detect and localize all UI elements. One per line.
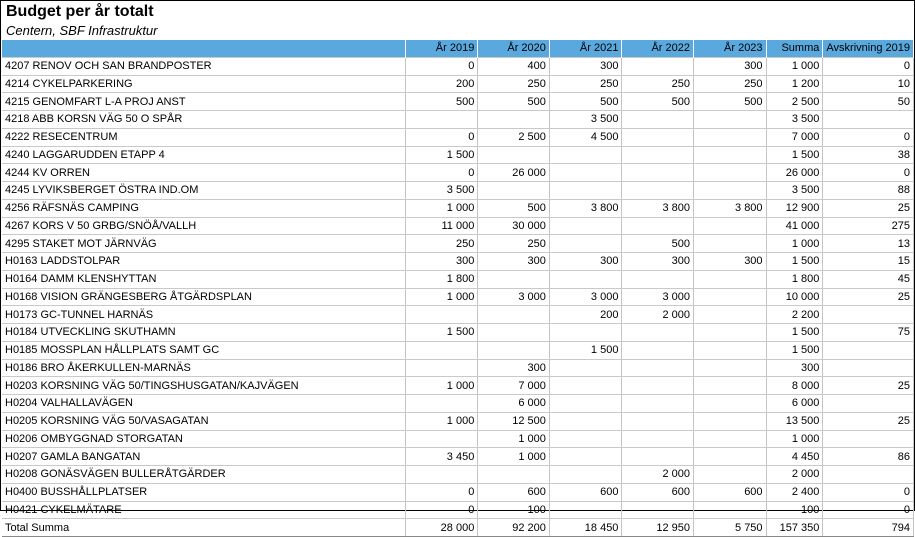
table-row [2,448,914,466]
cell-summa: 2 200 [766,306,823,324]
cell-year-2020 [478,182,550,200]
table-row [2,111,914,129]
cell-year-2022: 12 950 [622,519,694,537]
cell-summa: 1 000 [766,235,823,253]
cell-avskrivning-2019: 13 [823,235,914,253]
cell-project-name: 4214 CYKELPARKERING [2,75,405,93]
cell-year-2019 [405,341,478,359]
cell-summa: 41 000 [766,217,823,235]
cell-year-2021 [549,501,622,519]
cell-project-name: 4245 LYVIKSBERGET ÖSTRA IND.OM [2,182,405,200]
cell-year-2023: 3 800 [694,199,767,217]
cell-year-2020 [478,146,550,164]
column-header-2019: År 2019 [405,40,478,57]
cell-year-2023 [694,430,767,448]
header-row [2,40,914,57]
cell-summa: 1 000 [766,430,823,448]
cell-year-2022 [622,57,694,75]
cell-avskrivning-2019: 15 [823,253,914,271]
cell-year-2020: 250 [478,235,550,253]
cell-project-name: 4267 KORS V 50 GRBG/SNÖÅ/VALLH [2,217,405,235]
cell-year-2021: 200 [549,306,622,324]
cell-project-name: 4215 GENOMFART L-A PROJ ANST [2,93,405,111]
cell-year-2022 [622,448,694,466]
cell-summa: 4 450 [766,448,823,466]
table-row [2,306,914,324]
cell-year-2022: 3 000 [622,288,694,306]
cell-year-2023 [694,306,767,324]
cell-year-2019: 1 500 [405,146,478,164]
table-row [2,128,914,146]
report-title: Budget per år totalt [6,3,154,20]
cell-year-2019: 0 [405,128,478,146]
cell-year-2022: 250 [622,75,694,93]
cell-year-2021 [549,359,622,377]
cell-avskrivning-2019 [823,341,914,359]
cell-summa: 1 500 [766,324,823,342]
cell-year-2023 [694,466,767,484]
cell-year-2023 [694,164,767,182]
cell-year-2019: 11 000 [405,217,478,235]
cell-year-2021 [549,164,622,182]
cell-avskrivning-2019: 75 [823,324,914,342]
cell-year-2019: 0 [405,164,478,182]
table-row [2,395,914,413]
table-row [2,324,914,342]
cell-project-name: H0204 VALHALLAVÄGEN [2,395,405,413]
cell-project-name: H0185 MOSSPLAN HÅLLPLATS SAMT GC [2,341,405,359]
cell-summa: 100 [766,501,823,519]
cell-year-2019: 3 500 [405,182,478,200]
table-row [2,146,914,164]
cell-year-2020: 30 000 [478,217,550,235]
cell-year-2023: 250 [694,75,767,93]
table-row [2,483,914,501]
cell-year-2020 [478,466,550,484]
cell-year-2021 [549,430,622,448]
cell-avskrivning-2019: 0 [823,57,914,75]
cell-avskrivning-2019: 0 [823,501,914,519]
table-row [2,217,914,235]
cell-year-2022 [622,111,694,129]
cell-year-2023 [694,128,767,146]
cell-year-2020 [478,324,550,342]
cell-year-2023 [694,146,767,164]
cell-avskrivning-2019: 86 [823,448,914,466]
cell-summa: 1 200 [766,75,823,93]
cell-summa: 26 000 [766,164,823,182]
cell-avskrivning-2019: 25 [823,288,914,306]
cell-avskrivning-2019: 88 [823,182,914,200]
cell-year-2020 [478,306,550,324]
cell-year-2020: 7 000 [478,377,550,395]
cell-project-name: H0207 GAMLA BANGATAN [2,448,405,466]
cell-year-2019: 1 800 [405,270,478,288]
cell-year-2021 [549,466,622,484]
cell-year-2021: 300 [549,57,622,75]
cell-year-2019 [405,111,478,129]
cell-year-2020: 300 [478,359,550,377]
cell-year-2020 [478,111,550,129]
cell-year-2021: 4 500 [549,128,622,146]
cell-year-2023 [694,111,767,129]
cell-summa: 1 000 [766,57,823,75]
cell-year-2019: 1 500 [405,324,478,342]
cell-year-2023 [694,235,767,253]
cell-year-2020: 250 [478,75,550,93]
column-header-avskrivning: Avskrivning 2019 [823,40,914,57]
cell-year-2022 [622,182,694,200]
cell-project-name: H0163 LADDSTOLPAR [2,253,405,271]
budget-table [2,40,914,537]
cell-year-2020: 600 [478,483,550,501]
cell-year-2023 [694,377,767,395]
cell-project-name: 4295 STAKET MOT JÄRNVÄG [2,235,405,253]
cell-year-2022: 500 [622,235,694,253]
cell-project-name: 4207 RENOV OCH SAN BRANDPOSTER [2,57,405,75]
column-header-2023: År 2023 [694,40,767,57]
cell-year-2019 [405,359,478,377]
cell-year-2020: 92 200 [478,519,550,537]
table-row [2,501,914,519]
cell-project-name: 4244 KV ORREN [2,164,405,182]
cell-project-name: 4222 RESECENTRUM [2,128,405,146]
cell-year-2020: 1 000 [478,430,550,448]
cell-year-2021: 250 [549,75,622,93]
cell-year-2021 [549,448,622,466]
cell-project-name: H0208 GONÄSVÄGEN BULLERÅTGÄRDER [2,466,405,484]
cell-year-2020: 500 [478,199,550,217]
cell-summa: 3 500 [766,182,823,200]
cell-year-2019: 0 [405,501,478,519]
cell-avskrivning-2019 [823,430,914,448]
cell-year-2021: 300 [549,253,622,271]
cell-summa: 1 800 [766,270,823,288]
cell-year-2021 [549,412,622,430]
cell-summa: 1 500 [766,341,823,359]
table-row [2,235,914,253]
cell-summa: 3 500 [766,111,823,129]
cell-year-2023 [694,501,767,519]
cell-avskrivning-2019 [823,466,914,484]
cell-year-2021 [549,182,622,200]
cell-avskrivning-2019: 45 [823,270,914,288]
cell-project-name: 4256 RÄFSNÄS CAMPING [2,199,405,217]
cell-year-2020: 100 [478,501,550,519]
table-row [2,412,914,430]
cell-year-2023 [694,395,767,413]
cell-avskrivning-2019: 0 [823,128,914,146]
cell-avskrivning-2019 [823,306,914,324]
cell-year-2021: 3 500 [549,111,622,129]
cell-project-name: H0203 KORSNING VÄG 50/TINGSHUSGATAN/KAJVÄGEN [2,377,405,395]
cell-year-2021: 3 800 [549,199,622,217]
cell-project-name: H0186 BRO ÅKERKULLEN-MARNÄS [2,359,405,377]
cell-avskrivning-2019: 275 [823,217,914,235]
total-row [2,519,914,537]
cell-year-2022 [622,164,694,182]
cell-avskrivning-2019 [823,359,914,377]
cell-project-name: H0205 KORSNING VÄG 50/VASAGATAN [2,412,405,430]
cell-year-2022 [622,412,694,430]
cell-year-2022: 300 [622,253,694,271]
table-row [2,466,914,484]
table-row [2,341,914,359]
cell-year-2022 [622,341,694,359]
column-header-2022: År 2022 [622,40,694,57]
cell-year-2021: 500 [549,93,622,111]
cell-year-2022: 2 000 [622,306,694,324]
cell-year-2020: 500 [478,93,550,111]
cell-project-name: H0421 CYKELMÄTARE [2,501,405,519]
table-row [2,164,914,182]
cell-year-2023: 300 [694,57,767,75]
cell-year-2020: 1 000 [478,448,550,466]
cell-avskrivning-2019: 10 [823,75,914,93]
cell-year-2021 [549,377,622,395]
report-subtitle: Centern, SBF Infrastruktur [6,23,158,38]
cell-year-2019: 0 [405,57,478,75]
cell-year-2019 [405,306,478,324]
cell-year-2020: 400 [478,57,550,75]
cell-year-2019: 300 [405,253,478,271]
table-row [2,57,914,75]
column-header-name [2,40,405,57]
cell-year-2022 [622,430,694,448]
cell-project-name: 4218 ABB KORSN VÄG 50 O SPÅR [2,111,405,129]
cell-year-2023 [694,448,767,466]
column-header-summa: Summa [766,40,823,57]
cell-year-2021 [549,235,622,253]
table-row [2,270,914,288]
cell-year-2022 [622,146,694,164]
cell-avskrivning-2019 [823,395,914,413]
cell-year-2019 [405,395,478,413]
cell-year-2021: 3 000 [549,288,622,306]
cell-avskrivning-2019: 50 [823,93,914,111]
cell-year-2019: 3 450 [405,448,478,466]
cell-year-2020: 26 000 [478,164,550,182]
cell-year-2022 [622,359,694,377]
cell-avskrivning-2019: 794 [823,519,914,537]
cell-year-2021 [549,324,622,342]
cell-project-name: H0206 OMBYGGNAD STORGATAN [2,430,405,448]
cell-year-2023 [694,324,767,342]
cell-avskrivning-2019: 25 [823,377,914,395]
cell-year-2022 [622,128,694,146]
cell-year-2023 [694,288,767,306]
cell-summa: 2 400 [766,483,823,501]
cell-summa: 2 000 [766,466,823,484]
cell-summa: 157 350 [766,519,823,537]
cell-year-2023: 600 [694,483,767,501]
cell-year-2022 [622,270,694,288]
cell-project-name: 4240 LAGGARUDDEN ETAPP 4 [2,146,405,164]
table-row [2,93,914,111]
cell-year-2023: 500 [694,93,767,111]
cell-year-2019: 500 [405,93,478,111]
table-row [2,359,914,377]
table-body [2,57,914,536]
cell-year-2023 [694,182,767,200]
cell-year-2019 [405,466,478,484]
cell-year-2021 [549,270,622,288]
table-row [2,182,914,200]
cell-year-2020: 2 500 [478,128,550,146]
cell-year-2021 [549,146,622,164]
cell-avskrivning-2019: 25 [823,412,914,430]
cell-year-2022 [622,324,694,342]
cell-year-2023: 300 [694,253,767,271]
table-row [2,288,914,306]
table-row [2,253,914,271]
cell-year-2019: 1 000 [405,288,478,306]
cell-year-2020 [478,341,550,359]
cell-year-2022 [622,377,694,395]
cell-project-name: H0173 GC-TUNNEL HARNÄS [2,306,405,324]
cell-year-2022: 600 [622,483,694,501]
cell-summa: 1 500 [766,253,823,271]
cell-year-2022: 3 800 [622,199,694,217]
cell-summa: 8 000 [766,377,823,395]
cell-summa: 10 000 [766,288,823,306]
table-row [2,430,914,448]
cell-year-2019 [405,430,478,448]
cell-year-2023 [694,270,767,288]
cell-year-2019: 1 000 [405,377,478,395]
cell-year-2019: 200 [405,75,478,93]
cell-project-name: H0164 DAMM KLENSHYTTAN [2,270,405,288]
cell-avskrivning-2019 [823,111,914,129]
cell-summa: 7 000 [766,128,823,146]
cell-year-2021: 18 450 [549,519,622,537]
cell-year-2019: 1 000 [405,199,478,217]
cell-year-2019: 0 [405,483,478,501]
table-row [2,75,914,93]
cell-year-2019: 28 000 [405,519,478,537]
cell-summa: 1 500 [766,146,823,164]
cell-year-2021: 1 500 [549,341,622,359]
cell-project-name: Total Summa [2,519,405,537]
cell-avskrivning-2019: 0 [823,164,914,182]
cell-avskrivning-2019: 0 [823,483,914,501]
cell-year-2021: 600 [549,483,622,501]
cell-year-2023 [694,341,767,359]
table-row [2,199,914,217]
cell-year-2022: 2 000 [622,466,694,484]
column-header-2020: År 2020 [478,40,550,57]
cell-year-2019: 1 000 [405,412,478,430]
cell-summa: 300 [766,359,823,377]
column-header-2021: År 2021 [549,40,622,57]
cell-year-2022: 500 [622,93,694,111]
cell-summa: 13 500 [766,412,823,430]
cell-year-2022 [622,501,694,519]
cell-year-2020: 12 500 [478,412,550,430]
cell-year-2020: 300 [478,253,550,271]
cell-year-2023 [694,217,767,235]
cell-year-2023 [694,412,767,430]
cell-year-2020 [478,270,550,288]
cell-year-2019: 250 [405,235,478,253]
cell-year-2022 [622,217,694,235]
cell-year-2020: 6 000 [478,395,550,413]
table-row [2,377,914,395]
cell-project-name: H0400 BUSSHÅLLPLATSER [2,483,405,501]
cell-project-name: H0184 UTVECKLING SKUTHAMN [2,324,405,342]
cell-year-2023: 5 750 [694,519,767,537]
cell-summa: 12 900 [766,199,823,217]
cell-summa: 6 000 [766,395,823,413]
cell-avskrivning-2019: 25 [823,199,914,217]
cell-year-2023 [694,359,767,377]
cell-summa: 2 500 [766,93,823,111]
cell-year-2022 [622,395,694,413]
cell-avskrivning-2019: 38 [823,146,914,164]
cell-year-2021 [549,395,622,413]
cell-year-2021 [549,217,622,235]
cell-year-2020: 3 000 [478,288,550,306]
cell-project-name: H0168 VISION GRÄNGESBERG ÅTGÄRDSPLAN [2,288,405,306]
